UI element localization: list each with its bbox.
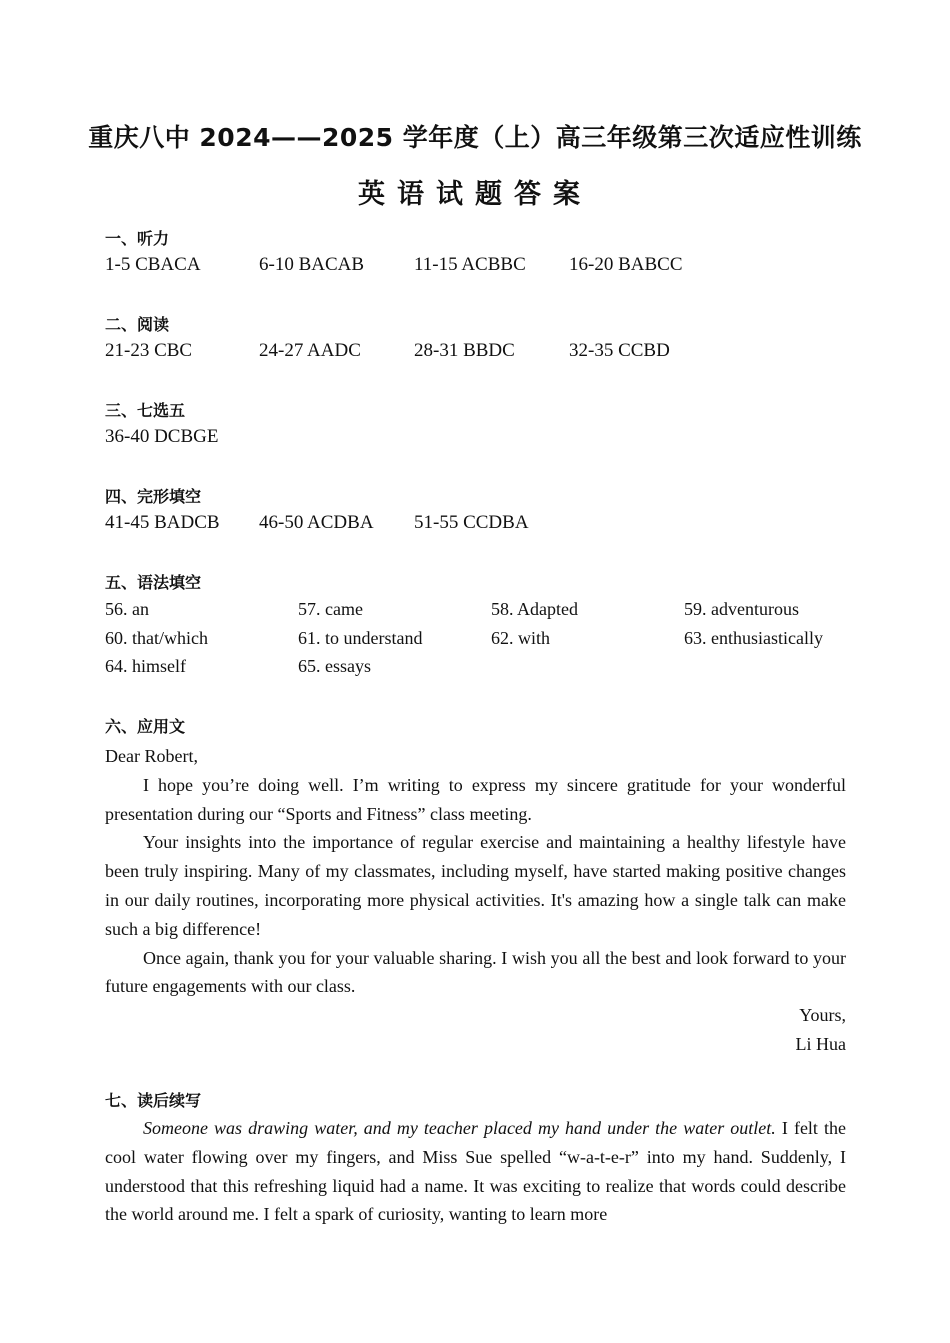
- section-heading-listening: 一、听力: [105, 229, 170, 248]
- section-heading-reading: 二、阅读: [105, 315, 170, 334]
- section-heading-continuation: 七、读后续写: [105, 1091, 202, 1110]
- grammar-answer: 56. an: [105, 599, 149, 619]
- answer-group: 24-27 AADC: [259, 340, 361, 361]
- grammar-answer: 63. enthusiastically: [684, 628, 823, 648]
- grammar-answer: 64. himself: [105, 656, 186, 676]
- grammar-answer: 57. came: [298, 599, 363, 619]
- grammar-answer: 60. that/which: [105, 628, 208, 648]
- section-heading-cloze: 四、完形填空: [105, 487, 202, 506]
- grammar-answer: 62. with: [491, 628, 551, 648]
- answer-group: 11-15 ACBBC: [414, 254, 526, 275]
- letter-closing: Yours,: [799, 1005, 846, 1026]
- grammar-answer: 59. adventurous: [684, 599, 799, 619]
- document-subtitle: 英语试题答案: [358, 179, 592, 210]
- answer-group: 21-23 CBC: [105, 340, 193, 361]
- continuation-body: [105, 1114, 846, 1229]
- letter-paragraph: I hope you’re doing well. I’m writing to express my sincere gratitude for your wonderful presentation during our “Sports and Fitness” class meeting.: [105, 774, 846, 824]
- letter-paragraph: Your insights into the importance of regular exercise and maintaining a healthy lifestyle have been truly inspiring. Many of my classmates, including myself, have started making positive changes in our daily routines, incorporating more physical activities. It's amazing how a single talk can make such a big difference!: [105, 832, 846, 939]
- letter-signature: Li Hua: [795, 1033, 846, 1054]
- letter-paragraph: Once again, thank you for your valuable sharing. I wish you all the best and look forward to your future engagements with our class.: [105, 947, 846, 997]
- answer-group: 6-10 BACAB: [259, 254, 365, 275]
- letter-body: [105, 742, 846, 1059]
- answer-group: 46-50 ACDBA: [259, 512, 374, 533]
- continuation-text: I felt the cool water flowing over my fingers, and Miss Sue spelled “w-a-t-e-r” into my hand. Suddenly, I understood that this refreshing liquid had a name. It was exciting to realize that words could describe the world around me. I felt a spark of curiosity, wanting to learn more: [105, 1118, 846, 1225]
- document-title: 重庆八中 2024——2025 学年度（上）高三年级第三次适应性训练: [88, 123, 862, 152]
- continuation-paragraph: [105, 1114, 846, 1229]
- answer-group: 36-40 DCBGE: [105, 426, 219, 447]
- answer-group: 32-35 CCBD: [569, 340, 670, 361]
- section-heading-grammar: 五、语法填空: [105, 573, 202, 592]
- grammar-answer: 61. to understand: [298, 628, 423, 648]
- answer-group: 16-20 BABCC: [569, 254, 683, 275]
- grammar-answer: 65. essays: [298, 656, 371, 676]
- answer-group: 41-45 BADCB: [105, 512, 220, 533]
- section-heading-practical-writing: 六、应用文: [105, 717, 186, 736]
- grammar-answer: 58. Adapted: [491, 599, 578, 619]
- answer-group: 1-5 CBACA: [105, 254, 201, 275]
- answer-group: 28-31 BBDC: [414, 340, 515, 361]
- section-heading-seven-five: 三、七选五: [105, 401, 186, 420]
- letter-salutation: Dear Robert,: [105, 746, 198, 766]
- answer-group: 51-55 CCDBA: [414, 512, 529, 533]
- continuation-lead-sentence: Someone was drawing water, and my teacher placed my hand under the water outlet.: [143, 1118, 776, 1138]
